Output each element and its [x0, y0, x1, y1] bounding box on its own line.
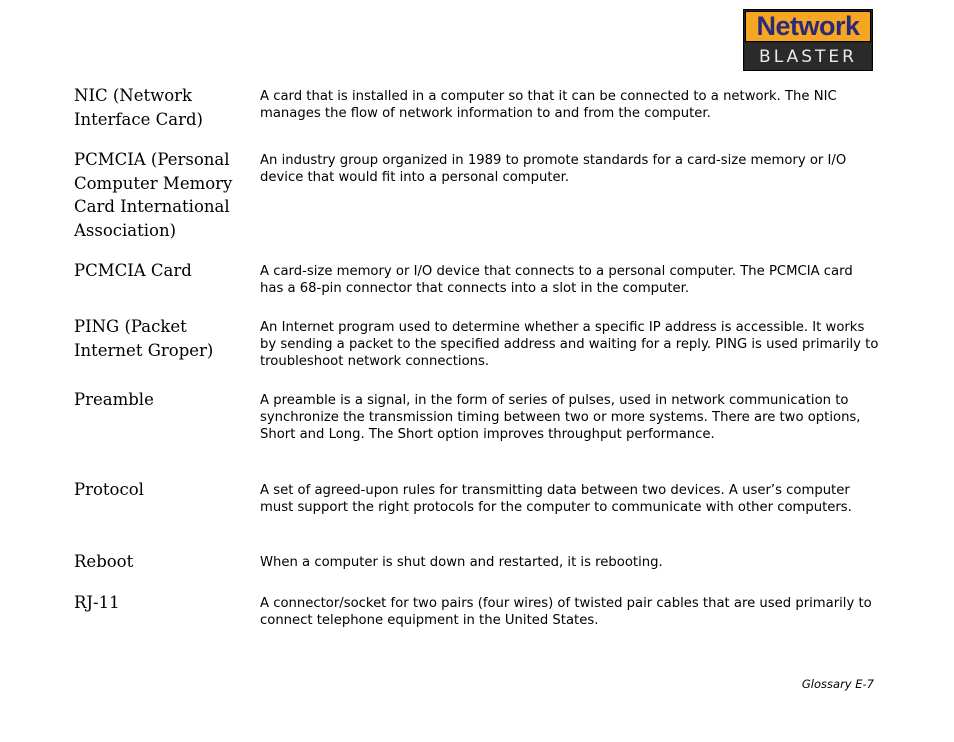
glossary-definition: A set of agreed-upon rules for transmitting data between two devices. A user’s computer must support the right protocols for the computer to communicate with other computers. [260, 483, 852, 515]
glossary-definition: A preamble is a signal, in the form of series of pulses, used in network communication to synchronize the transmission timing between two or more systems. There are two options, Short and Long. The Short option improves throughput performance. [260, 393, 861, 442]
glossary-definition: When a computer is shut down and restarted, it is rebooting. [260, 555, 663, 570]
glossary-definition: A card-size memory or I/O device that connects to a personal computer. The PCMCIA card has a 68-pin connector that connects into a slot in the computer. [260, 264, 853, 296]
glossary-term: Protocol [74, 480, 144, 499]
network-blaster-logo [743, 9, 873, 71]
glossary-term: PING (Packet Internet Groper) [74, 317, 214, 360]
logo-network-text: Network [745, 11, 871, 42]
glossary-term: RJ-11 [74, 593, 120, 612]
logo-blaster-text: BLASTER [745, 43, 871, 70]
glossary-term: Reboot [74, 552, 134, 571]
page-footer: Glossary E-7 [801, 677, 874, 691]
glossary-term: NIC (Network Interface Card) [74, 86, 203, 129]
glossary-definition: A connector/socket for two pairs (four wires) of twisted pair cables that are used primarily to connect telephone equipment in the United States. [260, 596, 872, 628]
glossary-definition: An Internet program used to determine whether a specific IP address is accessible. It works by sending a packet to the specified address and waiting for a reply. PING is used primarily to troubleshoot network connections. [260, 320, 879, 369]
glossary-term: Preamble [74, 390, 154, 409]
glossary-definition: An industry group organized in 1989 to promote standards for a card-size memory or I/O device that would fit into a personal computer. [260, 153, 847, 185]
glossary-term: PCMCIA Card [74, 261, 192, 280]
glossary-definition: A card that is installed in a computer so that it can be connected to a network. The NIC manages the flow of network information to and from the computer. [260, 89, 837, 121]
glossary-term: PCMCIA (Personal Computer Memory Card International Association) [74, 150, 233, 240]
